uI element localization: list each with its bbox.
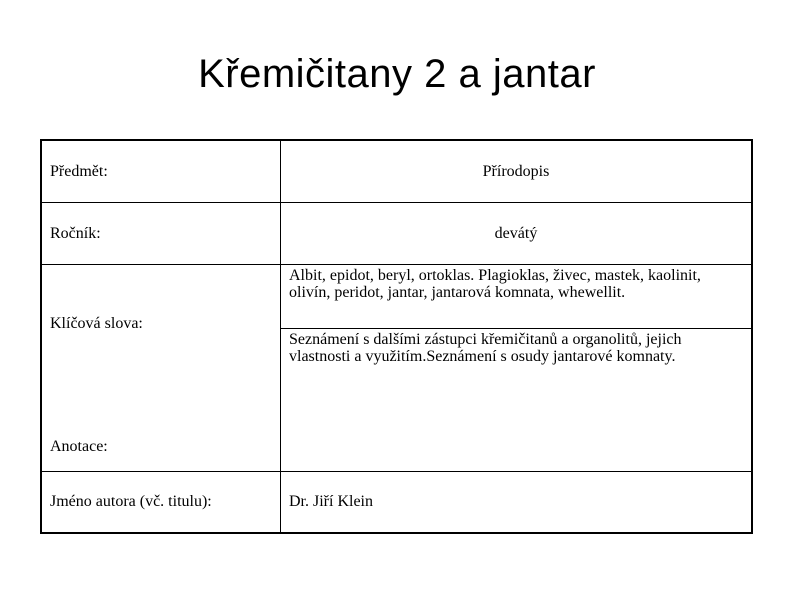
author-label: Jméno autora (vč. titulu):: [41, 471, 281, 533]
info-table: [40, 139, 753, 534]
grade-value: devátý: [281, 202, 753, 264]
grade-label: Ročník:: [41, 202, 281, 264]
author-value: Dr. Jiří Klein: [281, 471, 753, 533]
keywords-label: Klíčová slova:: [50, 314, 143, 332]
keywords-value: Albit, epidot, beryl, ortoklas. Plagioklas, živec, mastek, kaolinit, olivín, peridot, jantar, jantarová komnata, whewellit.: [281, 264, 753, 328]
table-row-keywords: [41, 264, 752, 328]
annotation-value: Seznámení s dalšími zástupci křemičitanů a organolitů, jejich vlastnosti a využitím.Seznámení s osudy jantarové komnaty.: [281, 328, 753, 471]
keywords-annotation-label-cell: [41, 264, 281, 471]
subject-label: Předmět:: [41, 140, 281, 202]
table-row-author: [41, 471, 752, 533]
annotation-label: Anotace:: [50, 437, 108, 455]
table-row-grade: [41, 202, 752, 264]
table-row-subject: [41, 140, 752, 202]
page-title: Křemičitany 2 a jantar: [198, 52, 596, 96]
subject-value: Přírodopis: [281, 140, 753, 202]
